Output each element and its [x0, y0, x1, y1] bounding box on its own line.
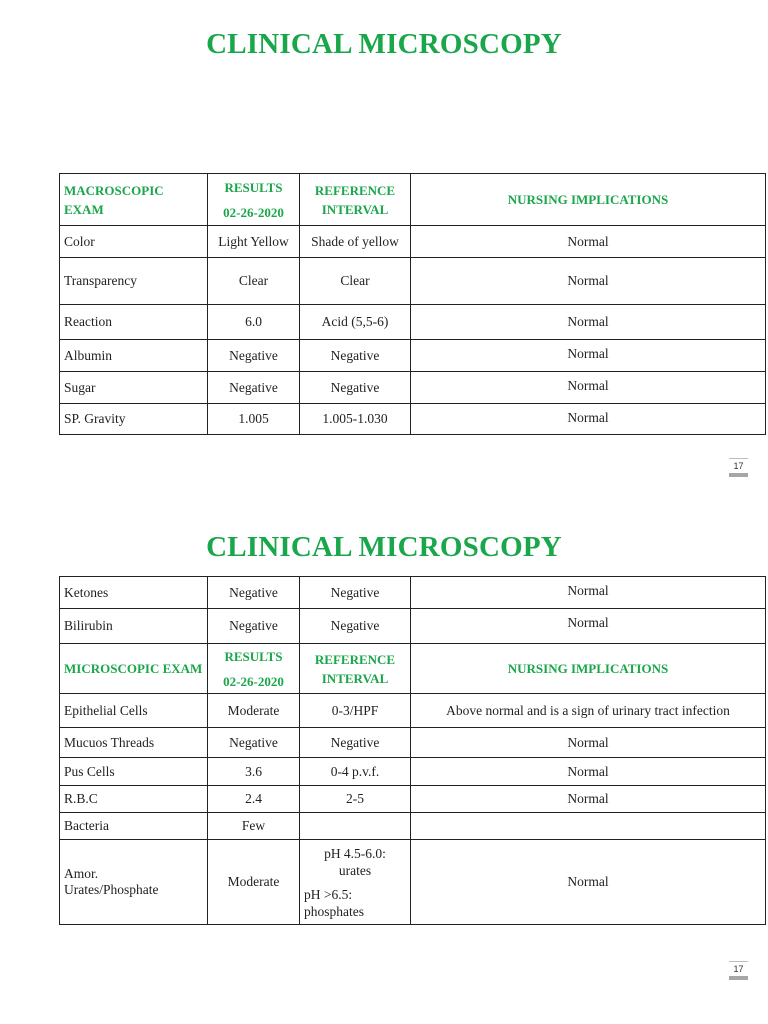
table-header-row: [60, 174, 766, 226]
row-reference: [300, 813, 411, 840]
header-reference: REFERENCE INTERVAL: [300, 174, 411, 226]
row-implication: Normal: [411, 728, 766, 758]
row-implication: Normal: [411, 786, 766, 813]
row-implication: Normal: [411, 404, 766, 435]
row-result: Moderate: [208, 694, 300, 728]
row-reference: Clear: [300, 258, 411, 305]
row-reference-line4: phosphates: [304, 903, 364, 919]
page-number-bar: [729, 976, 748, 980]
row-implication: Normal: [411, 258, 766, 305]
row-name: [60, 840, 208, 925]
row-result: Negative: [208, 340, 300, 372]
header-results-label: RESULTS: [224, 179, 283, 195]
row-reference: 1.005-1.030: [300, 404, 411, 435]
row-name: Pus Cells: [60, 758, 208, 786]
row-name: Color: [60, 226, 208, 258]
table-row: [60, 813, 766, 840]
row-name: Epithelial Cells: [60, 694, 208, 728]
table-row: [60, 840, 766, 925]
row-name: Mucuos Threads: [60, 728, 208, 758]
row-name: Reaction: [60, 305, 208, 340]
row-implication: Normal: [411, 758, 766, 786]
page-title: CLINICAL MICROSCOPY: [206, 531, 562, 563]
row-reference: Negative: [300, 372, 411, 404]
row-reference: 0-4 p.v.f.: [300, 758, 411, 786]
table-row: [60, 786, 766, 813]
row-reference: 0-3/HPF: [300, 694, 411, 728]
row-reference: Negative: [300, 728, 411, 758]
row-reference-line2: urates: [338, 862, 372, 878]
row-name: Bacteria: [60, 813, 208, 840]
row-implication: Normal: [411, 340, 766, 372]
table-row: [60, 609, 766, 644]
row-result: Negative: [208, 609, 300, 644]
page-number: 17: [733, 461, 744, 471]
table-row: [60, 577, 766, 609]
header-exam: MICROSCOPIC EXAM: [60, 644, 208, 694]
row-result: 6.0: [208, 305, 300, 340]
row-result: 2.4: [208, 786, 300, 813]
macroscopic-table: [59, 173, 766, 435]
row-reference: Negative: [300, 577, 411, 609]
page-number: 17: [733, 964, 744, 974]
row-result: Negative: [208, 577, 300, 609]
row-result: Clear: [208, 258, 300, 305]
table-row: [60, 305, 766, 340]
row-name: Bilirubin: [60, 609, 208, 644]
page-number-rule: [729, 458, 748, 459]
table-row: [60, 226, 766, 258]
table-row: [60, 404, 766, 435]
table-row: [60, 694, 766, 728]
header-reference: REFERENCE INTERVAL: [300, 644, 411, 694]
header-results-label: RESULTS: [224, 648, 283, 664]
row-reference: Acid (5,5-6): [300, 305, 411, 340]
table-row: [60, 372, 766, 404]
table-header-row: [60, 644, 766, 694]
row-reference: Negative: [300, 609, 411, 644]
row-result: Moderate: [208, 840, 300, 925]
row-result: Negative: [208, 728, 300, 758]
row-implication: Above normal and is a sign of urinary tract infection: [411, 694, 766, 728]
page-number-rule: [729, 961, 748, 962]
row-result: 3.6: [208, 758, 300, 786]
table-row: [60, 728, 766, 758]
row-name: SP. Gravity: [60, 404, 208, 435]
row-name-line1: Amor.: [64, 866, 99, 881]
header-results: [208, 644, 300, 694]
row-implication: Normal: [411, 577, 766, 609]
row-name-line2: Urates/Phosphate: [64, 882, 159, 897]
header-results-date: 02-26-2020: [223, 204, 284, 220]
row-name: Albumin: [60, 340, 208, 372]
header-results: [208, 174, 300, 226]
row-name: Sugar: [60, 372, 208, 404]
row-implication: Normal: [411, 226, 766, 258]
row-result: Few: [208, 813, 300, 840]
row-implication: Normal: [411, 840, 766, 925]
row-reference: Negative: [300, 340, 411, 372]
header-results-date: 02-26-2020: [223, 673, 284, 689]
row-result: Negative: [208, 372, 300, 404]
microscopic-table: [59, 576, 766, 925]
page-title: CLINICAL MICROSCOPY: [206, 28, 562, 60]
table-row: [60, 258, 766, 305]
table-row: [60, 758, 766, 786]
row-result: Light Yellow: [208, 226, 300, 258]
row-implication: [411, 813, 766, 840]
row-implication: Normal: [411, 305, 766, 340]
row-result: 1.005: [208, 404, 300, 435]
row-reference: 2-5: [300, 786, 411, 813]
row-reference-line3: pH >6.5:: [304, 886, 353, 902]
table-row: [60, 340, 766, 372]
row-reference: Shade of yellow: [300, 226, 411, 258]
row-name: R.B.C: [60, 786, 208, 813]
row-reference-line1: pH 4.5-6.0:: [324, 845, 386, 861]
row-reference: [300, 840, 411, 925]
row-name: Transparency: [60, 258, 208, 305]
header-implications: NURSING IMPLICATIONS: [411, 174, 766, 226]
row-implication: Normal: [411, 372, 766, 404]
row-implication: Normal: [411, 609, 766, 644]
header-exam: MACROSCOPIC EXAM: [60, 174, 208, 226]
row-name: Ketones: [60, 577, 208, 609]
page-number-bar: [729, 473, 748, 477]
header-implications: NURSING IMPLICATIONS: [411, 644, 766, 694]
